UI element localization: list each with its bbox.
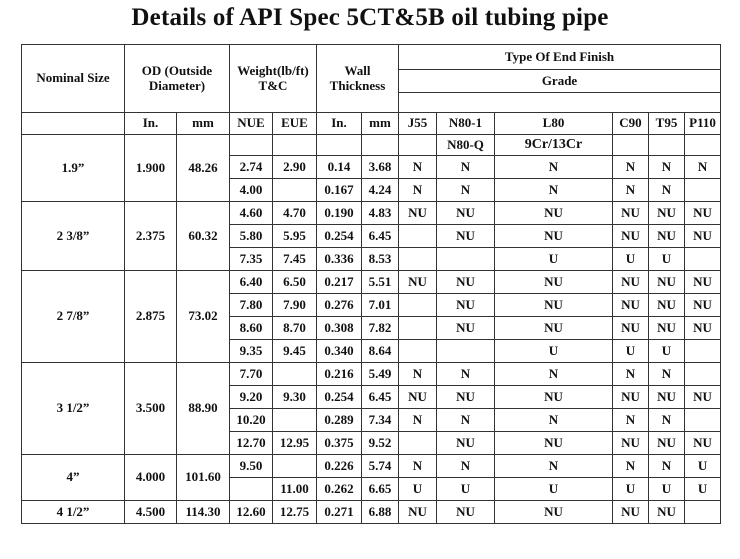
n80-1-cell: NU xyxy=(437,317,495,340)
nue-cell: 9.35 xyxy=(230,340,273,363)
l80-cell: N xyxy=(495,363,613,386)
c90-cell: N xyxy=(613,455,649,478)
wall-mm-cell: 6.65 xyxy=(362,478,399,501)
p110-cell xyxy=(685,340,721,363)
header-od-in: In. xyxy=(125,113,177,135)
t95-cell: NU xyxy=(649,294,685,317)
t95-cell: U xyxy=(649,478,685,501)
header-blank xyxy=(22,113,125,135)
header-od-mm: mm xyxy=(177,113,230,135)
wall-in-cell: 0.254 xyxy=(317,225,362,248)
j55-cell: N xyxy=(399,455,437,478)
header-grade: Grade xyxy=(399,70,721,93)
p110-cell xyxy=(685,409,721,432)
j55-cell: NU xyxy=(399,501,437,524)
wall-in-cell: 0.276 xyxy=(317,294,362,317)
c90-cell: NU xyxy=(613,432,649,455)
n80-1-cell xyxy=(437,340,495,363)
od-mm-cell: 88.90 xyxy=(177,363,230,455)
eue-cell: 2.90 xyxy=(273,156,317,179)
od-mm-cell: 60.32 xyxy=(177,202,230,271)
c90-cell: NU xyxy=(613,271,649,294)
wall-mm-cell: 5.74 xyxy=(362,455,399,478)
t95-cell: N xyxy=(649,409,685,432)
nue-cell: 7.80 xyxy=(230,294,273,317)
page-title: Details of API Spec 5CT&5B oil tubing pipe xyxy=(131,4,609,31)
eue-cell: 9.30 xyxy=(273,386,317,409)
grade-n80-q: N80-Q xyxy=(437,135,495,156)
empty-cell xyxy=(273,135,317,156)
j55-cell: N xyxy=(399,363,437,386)
nue-cell xyxy=(230,478,273,501)
p110-cell: NU xyxy=(685,202,721,225)
t95-cell: N xyxy=(649,455,685,478)
header-wall-in: In. xyxy=(317,113,362,135)
wall-in-cell: 0.308 xyxy=(317,317,362,340)
n80-1-cell: NU xyxy=(437,271,495,294)
nue-cell: 10.20 xyxy=(230,409,273,432)
eue-cell: 12.95 xyxy=(273,432,317,455)
l80-cell: NU xyxy=(495,294,613,317)
table-row xyxy=(22,271,721,294)
j55-cell: NU xyxy=(399,202,437,225)
j55-cell: N xyxy=(399,179,437,202)
header-weight: Weight(lb/ft) T&C xyxy=(230,45,317,113)
l80-cell: NU xyxy=(495,271,613,294)
c90-cell: NU xyxy=(613,501,649,524)
header-nominal-size: Nominal Size xyxy=(22,45,125,113)
nominal-size-cell: 1.9” xyxy=(22,135,125,202)
p110-cell: NU xyxy=(685,294,721,317)
l80-cell: NU xyxy=(495,501,613,524)
wall-mm-cell: 4.24 xyxy=(362,179,399,202)
p110-cell xyxy=(685,248,721,271)
nue-cell: 9.20 xyxy=(230,386,273,409)
wall-in-cell: 0.216 xyxy=(317,363,362,386)
nominal-size-cell: 4 1/2” xyxy=(22,501,125,524)
wall-mm-cell: 3.68 xyxy=(362,156,399,179)
od-in-cell: 3.500 xyxy=(125,363,177,455)
empty-cell xyxy=(685,135,721,156)
tubing-spec-table xyxy=(21,44,721,524)
nue-cell: 7.70 xyxy=(230,363,273,386)
od-mm-cell: 48.26 xyxy=(177,135,230,202)
empty-cell xyxy=(399,135,437,156)
grade-t95: T95 xyxy=(649,113,685,135)
wall-in-cell: 0.14 xyxy=(317,156,362,179)
wall-in-cell: 0.336 xyxy=(317,248,362,271)
wall-mm-cell: 6.45 xyxy=(362,386,399,409)
wall-in-cell: 0.190 xyxy=(317,202,362,225)
t95-cell: NU xyxy=(649,271,685,294)
p110-cell xyxy=(685,363,721,386)
j55-cell xyxy=(399,294,437,317)
n80-1-cell: N xyxy=(437,363,495,386)
wall-in-cell: 0.217 xyxy=(317,271,362,294)
wall-mm-cell: 8.53 xyxy=(362,248,399,271)
header-wall-thickness: Wall Thickness xyxy=(317,45,399,113)
j55-cell xyxy=(399,248,437,271)
eue-cell xyxy=(273,363,317,386)
table-row xyxy=(22,455,721,478)
nue-cell: 6.40 xyxy=(230,271,273,294)
p110-cell: N xyxy=(685,156,721,179)
n80-1-cell: NU xyxy=(437,225,495,248)
t95-cell: NU xyxy=(649,202,685,225)
c90-cell: N xyxy=(613,409,649,432)
grade-c90: C90 xyxy=(613,113,649,135)
nue-cell: 4.60 xyxy=(230,202,273,225)
table-row xyxy=(22,363,721,386)
j55-cell: NU xyxy=(399,386,437,409)
header-end-finish: Type Of End Finish xyxy=(399,45,721,70)
od-in-cell: 4.000 xyxy=(125,455,177,501)
grade-9cr-13cr: 9Cr/13Cr xyxy=(495,135,613,156)
p110-cell: NU xyxy=(685,225,721,248)
eue-cell xyxy=(273,179,317,202)
n80-1-cell: NU xyxy=(437,432,495,455)
nue-cell: 7.35 xyxy=(230,248,273,271)
n80-1-cell: N xyxy=(437,455,495,478)
p110-cell: NU xyxy=(685,432,721,455)
p110-cell xyxy=(685,501,721,524)
eue-cell: 6.50 xyxy=(273,271,317,294)
j55-cell: N xyxy=(399,156,437,179)
eue-cell xyxy=(273,455,317,478)
l80-cell: NU xyxy=(495,432,613,455)
eue-cell: 7.90 xyxy=(273,294,317,317)
wall-in-cell: 0.167 xyxy=(317,179,362,202)
l80-cell: N xyxy=(495,409,613,432)
p110-cell: U xyxy=(685,478,721,501)
l80-cell: NU xyxy=(495,317,613,340)
n80-1-cell xyxy=(437,248,495,271)
wall-in-cell: 0.254 xyxy=(317,386,362,409)
c90-cell: N xyxy=(613,363,649,386)
j55-cell xyxy=(399,317,437,340)
wall-mm-cell: 6.88 xyxy=(362,501,399,524)
t95-cell: U xyxy=(649,340,685,363)
header-spacer xyxy=(399,93,721,113)
od-in-cell: 4.500 xyxy=(125,501,177,524)
wall-in-cell: 0.262 xyxy=(317,478,362,501)
c90-cell: U xyxy=(613,248,649,271)
c90-cell: NU xyxy=(613,294,649,317)
header-od: OD (Outside Diameter) xyxy=(125,45,230,113)
l80-cell: U xyxy=(495,340,613,363)
eue-cell: 5.95 xyxy=(273,225,317,248)
eue-cell xyxy=(273,409,317,432)
eue-cell: 8.70 xyxy=(273,317,317,340)
c90-cell: NU xyxy=(613,317,649,340)
grade-subheader-row xyxy=(22,135,721,156)
grade-l80: L80 xyxy=(495,113,613,135)
eue-cell: 11.00 xyxy=(273,478,317,501)
t95-cell: NU xyxy=(649,386,685,409)
wall-in-cell: 0.375 xyxy=(317,432,362,455)
wall-mm-cell: 7.01 xyxy=(362,294,399,317)
wall-mm-cell: 6.45 xyxy=(362,225,399,248)
empty-cell xyxy=(613,135,649,156)
wall-in-cell: 0.226 xyxy=(317,455,362,478)
wall-in-cell: 0.289 xyxy=(317,409,362,432)
header-wall-mm: mm xyxy=(362,113,399,135)
t95-cell: N xyxy=(649,179,685,202)
c90-cell: NU xyxy=(613,386,649,409)
table-row xyxy=(22,202,721,225)
wall-in-cell: 0.271 xyxy=(317,501,362,524)
empty-cell xyxy=(230,135,273,156)
l80-cell: U xyxy=(495,248,613,271)
j55-cell: U xyxy=(399,478,437,501)
c90-cell: NU xyxy=(613,202,649,225)
n80-1-cell: N xyxy=(437,179,495,202)
t95-cell: U xyxy=(649,248,685,271)
n80-1-cell: NU xyxy=(437,294,495,317)
wall-in-cell: 0.340 xyxy=(317,340,362,363)
t95-cell: N xyxy=(649,156,685,179)
empty-cell xyxy=(317,135,362,156)
l80-cell: N xyxy=(495,156,613,179)
nue-cell: 9.50 xyxy=(230,455,273,478)
nominal-size-cell: 3 1/2” xyxy=(22,363,125,455)
header-nue: NUE xyxy=(230,113,273,135)
l80-cell: N xyxy=(495,179,613,202)
j55-cell xyxy=(399,432,437,455)
wall-mm-cell: 5.51 xyxy=(362,271,399,294)
nominal-size-cell: 2 7/8” xyxy=(22,271,125,363)
wall-mm-cell: 7.82 xyxy=(362,317,399,340)
od-in-cell: 2.875 xyxy=(125,271,177,363)
od-mm-cell: 101.60 xyxy=(177,455,230,501)
header-eue: EUE xyxy=(273,113,317,135)
od-in-cell: 2.375 xyxy=(125,202,177,271)
n80-1-cell: NU xyxy=(437,202,495,225)
eue-cell: 4.70 xyxy=(273,202,317,225)
t95-cell: NU xyxy=(649,501,685,524)
n80-1-cell: NU xyxy=(437,386,495,409)
n80-1-cell: N xyxy=(437,409,495,432)
od-mm-cell: 73.02 xyxy=(177,271,230,363)
n80-1-cell: NU xyxy=(437,501,495,524)
l80-cell: NU xyxy=(495,202,613,225)
j55-cell: NU xyxy=(399,271,437,294)
wall-mm-cell: 8.64 xyxy=(362,340,399,363)
c90-cell: N xyxy=(613,156,649,179)
j55-cell xyxy=(399,225,437,248)
nue-cell: 12.70 xyxy=(230,432,273,455)
l80-cell: NU xyxy=(495,386,613,409)
wall-mm-cell: 5.49 xyxy=(362,363,399,386)
t95-cell: NU xyxy=(649,432,685,455)
c90-cell: U xyxy=(613,478,649,501)
p110-cell xyxy=(685,179,721,202)
grade-j55: J55 xyxy=(399,113,437,135)
nue-cell: 8.60 xyxy=(230,317,273,340)
wall-mm-cell: 9.52 xyxy=(362,432,399,455)
p110-cell: NU xyxy=(685,317,721,340)
empty-cell xyxy=(362,135,399,156)
eue-cell: 9.45 xyxy=(273,340,317,363)
p110-cell: U xyxy=(685,455,721,478)
l80-cell: NU xyxy=(495,225,613,248)
wall-mm-cell: 4.83 xyxy=(362,202,399,225)
n80-1-cell: N xyxy=(437,156,495,179)
j55-cell xyxy=(399,340,437,363)
j55-cell: N xyxy=(399,409,437,432)
eue-cell: 12.75 xyxy=(273,501,317,524)
t95-cell: N xyxy=(649,363,685,386)
l80-cell: U xyxy=(495,478,613,501)
eue-cell: 7.45 xyxy=(273,248,317,271)
nue-cell: 4.00 xyxy=(230,179,273,202)
p110-cell: NU xyxy=(685,386,721,409)
c90-cell: N xyxy=(613,179,649,202)
c90-cell: U xyxy=(613,340,649,363)
od-mm-cell: 114.30 xyxy=(177,501,230,524)
od-in-cell: 1.900 xyxy=(125,135,177,202)
c90-cell: NU xyxy=(613,225,649,248)
nue-cell: 5.80 xyxy=(230,225,273,248)
grade-p110: P110 xyxy=(685,113,721,135)
t95-cell: NU xyxy=(649,225,685,248)
table-row xyxy=(22,501,721,524)
nominal-size-cell: 4” xyxy=(22,455,125,501)
grade-n80-1: N80-1 xyxy=(437,113,495,135)
l80-cell: N xyxy=(495,455,613,478)
nue-cell: 12.60 xyxy=(230,501,273,524)
empty-cell xyxy=(649,135,685,156)
wall-mm-cell: 7.34 xyxy=(362,409,399,432)
t95-cell: NU xyxy=(649,317,685,340)
nue-cell: 2.74 xyxy=(230,156,273,179)
p110-cell: NU xyxy=(685,271,721,294)
nominal-size-cell: 2 3/8” xyxy=(22,202,125,271)
n80-1-cell: U xyxy=(437,478,495,501)
